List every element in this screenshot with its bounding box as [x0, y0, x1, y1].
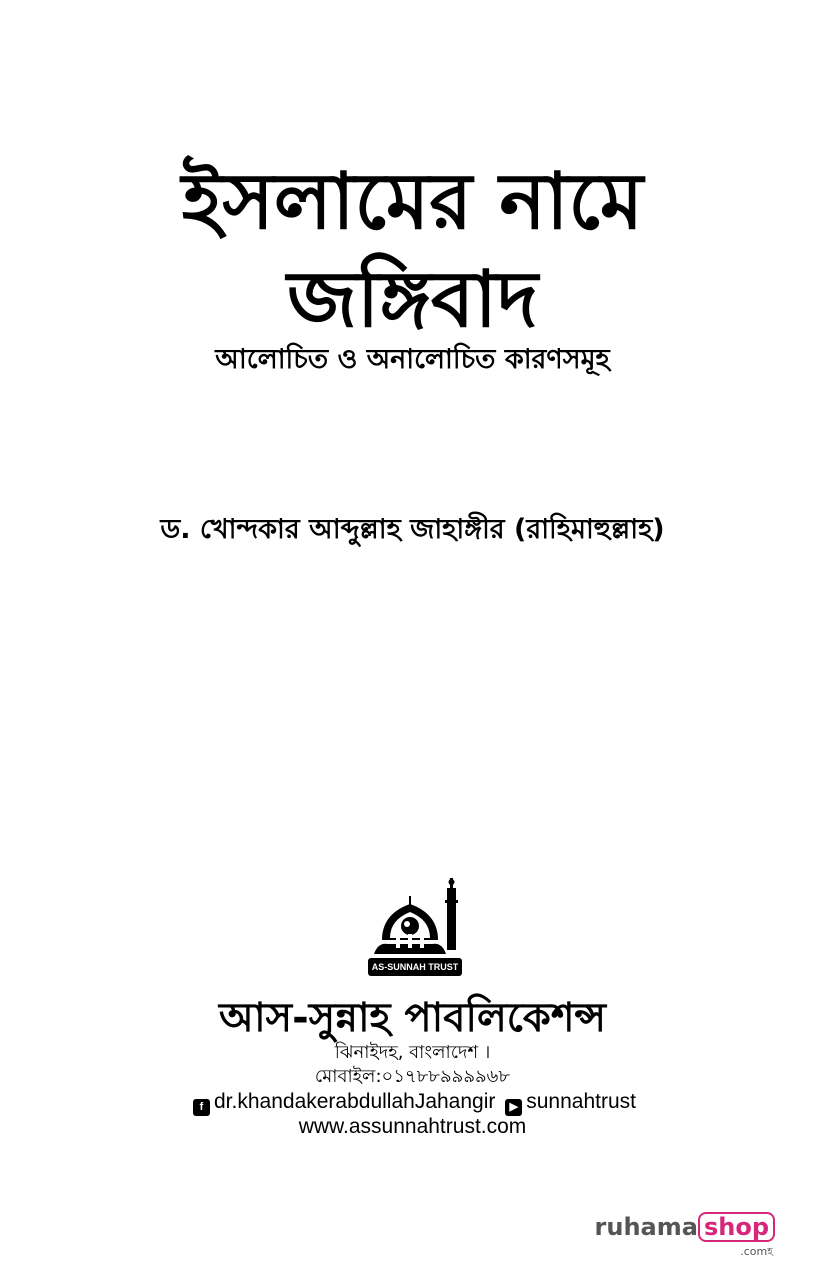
publisher-logo: [360, 872, 470, 982]
author-name: ড. খোন্দকার আব্দুল্লাহ জাহাঙ্গীর (রাহিমাহুল্লাহ): [160, 514, 665, 545]
social-links: [0, 1088, 825, 1116]
youtube-handle[interactable]: sunnahtrust: [526, 1090, 636, 1113]
publisher-address: ঝিনাইদহ, বাংলাদেশ ।: [334, 1042, 491, 1063]
book-subtitle: আলোচিত ও অনালোচিত কারণসমূহ: [215, 344, 610, 375]
watermark-brand: ruhama: [594, 1213, 698, 1241]
facebook-handle[interactable]: dr.khandakerabdullahJahangir: [214, 1090, 496, 1113]
website-link[interactable]: www.assunnahtrust.com: [298, 1115, 527, 1138]
watermark-shop-box: shop: [698, 1212, 775, 1242]
ruhamashop-watermark: [594, 1212, 775, 1258]
publisher-name: আস-সুন্নাহ পাবলিকেশন্স: [219, 995, 606, 1041]
watermark-domain: .comহ: [740, 1245, 773, 1258]
book-title-line2: জঙ্গিবাদ: [287, 255, 538, 345]
book-title-line1: ইসলামের নামে: [181, 157, 644, 247]
facebook-icon: f: [193, 1099, 210, 1116]
publisher-mobile: মোবাইল:০১৭৮৮৯৯৯৯৬৮: [314, 1066, 511, 1087]
logo-caption: AS-SUNNAH TRUST: [371, 962, 459, 972]
youtube-icon: ▶: [505, 1099, 522, 1116]
